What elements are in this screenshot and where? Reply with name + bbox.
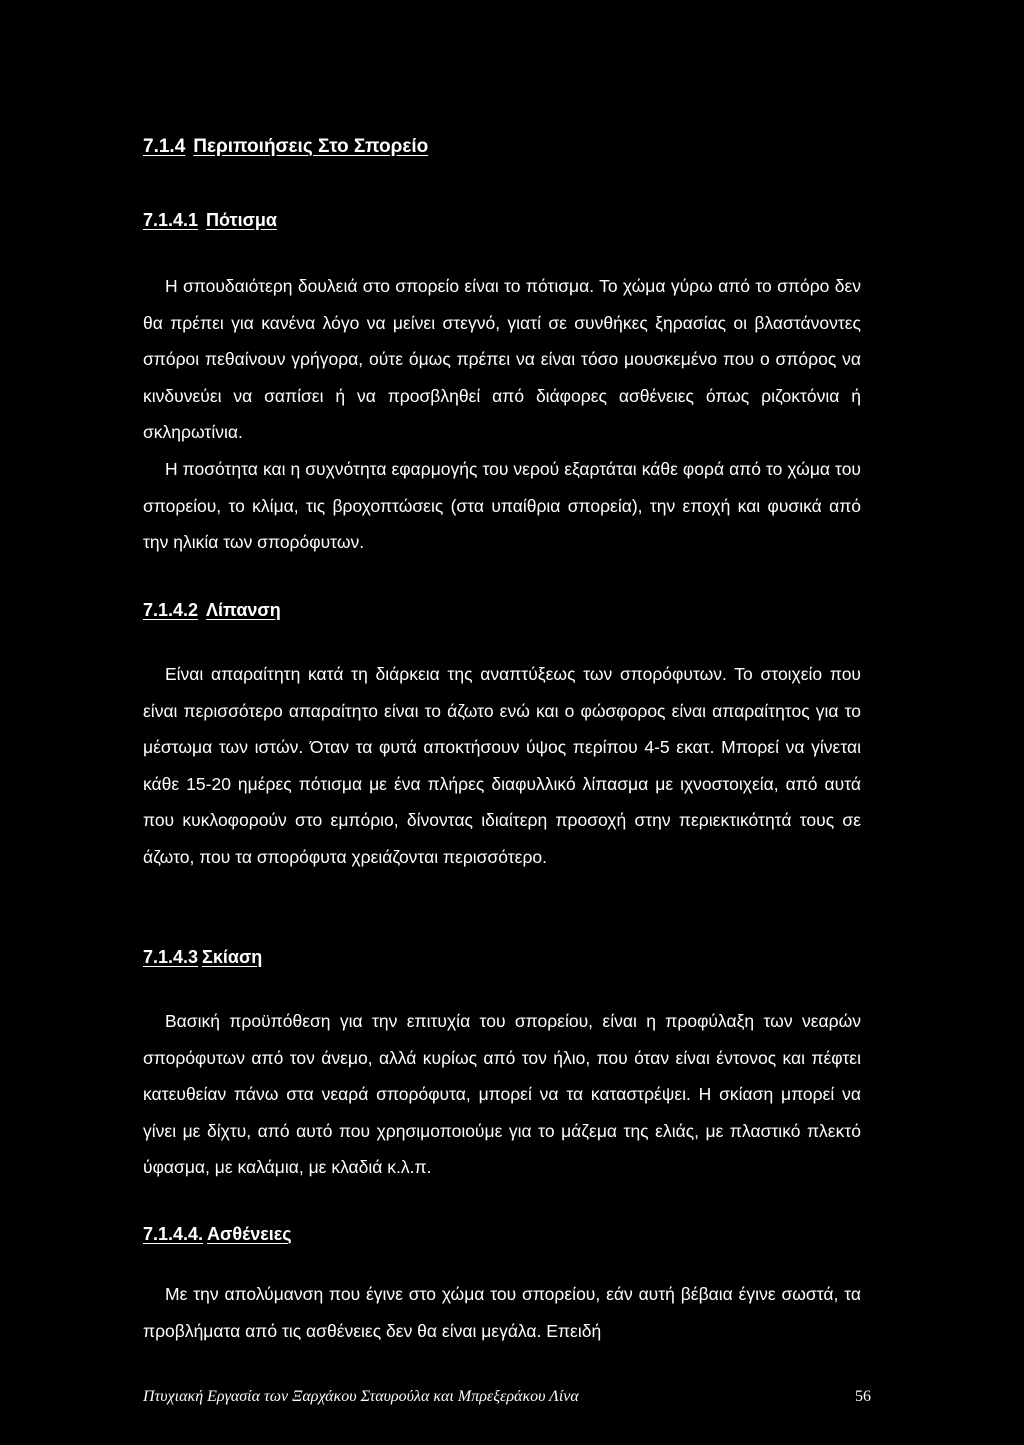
section-number: 7.1.4.1 xyxy=(143,210,199,230)
section-heading-7-1-4-1 xyxy=(143,208,277,232)
section-title: Λίπανση xyxy=(206,600,281,620)
paragraph-lipansi xyxy=(143,656,861,875)
section-title: Περιποιήσεις Στο Σπορείο xyxy=(193,136,429,157)
paragraph-astheneies xyxy=(143,1276,861,1349)
section-number: 7.1.4.2 xyxy=(143,600,199,620)
paragraph-text: Η σπουδαιότερη δουλειά στο σπορείο είναι το πότισμα. Το χώμα γύρω από το σπόρο δεν θα πρέπει για κανένα λόγο να μείνει στεγνό, γιατί σε συνθήκες ξηρασίας οι βλαστάνοντες σπόροι πεθαίνουν γρήγορα, ούτε όμως πρέπει να είναι τόσο μουσκεμένο που ο σπόρος να κινδυνεύει να σαπίσει ή να προσβληθεί από διάφορες ασθένειες όπως ριζοκτόνια ή σκληρωτίνια. xyxy=(143,276,861,442)
section-heading-7-1-4-4 xyxy=(143,1222,292,1246)
section-number: 7.1.4.3 xyxy=(143,947,199,967)
paragraph-potisma-2 xyxy=(143,451,861,561)
page-number: 56 xyxy=(855,1388,871,1405)
paragraph-text: Με την απολύμανση που έγινε στο χώμα του σπορείου, εάν αυτή βέβαια έγινε σωστά, τα προβλήματα από τις ασθένειες δεν θα είναι μεγάλα. Επειδή xyxy=(143,1284,861,1341)
page-footer xyxy=(143,1384,871,1410)
section-number: 7.1.4 xyxy=(143,136,186,157)
section-title: Σκίαση xyxy=(202,947,263,967)
section-heading-7-1-4 xyxy=(143,135,428,159)
paragraph-potisma-1 xyxy=(143,268,861,451)
paragraph-skiasi xyxy=(143,1003,861,1186)
section-title: Ασθένειες xyxy=(207,1224,292,1244)
footer-text: Πτυχιακή Εργασία των Ξαρχάκου Σταυρούλα και Μπρεξεράκου Λίνα xyxy=(143,1388,579,1405)
section-title: Πότισμα xyxy=(206,210,277,230)
section-number: 7.1.4.4. xyxy=(143,1224,204,1244)
section-heading-7-1-4-3 xyxy=(143,945,262,969)
section-heading-7-1-4-2 xyxy=(143,598,281,622)
paragraph-text: Είναι απαραίτητη κατά τη διάρκεια της αναπτύξεως των σπορόφυτων. Το στοιχείο που είναι περισσότερο απαραίτητο είναι το άζωτο ενώ και ο φώσφορος είναι απαραίτητος για το μέστωμα των ιστών. Όταν τα φυτά αποκτήσουν ύψος περίπου 4-5 εκατ. Μπορεί να γίνεται κάθε 15-20 ημέρες πότισμα με ένα πλήρες διαφυλλικό λίπασμα με ιχνοστοιχεία, από αυτά που κυκλοφορούν στο εμπόριο, δίνοντας ιδιαίτερη προσοχή στην περιεκτικότητά τους σε άζωτο, που τα σπορόφυτα χρειάζονται περισσότερο. xyxy=(143,664,861,867)
paragraph-text: Βασική προϋπόθεση για την επιτυχία του σπορείου, είναι η προφύλαξη των νεαρών σπορόφυτων από τον άνεμο, αλλά κυρίως από τον ήλιο, που όταν είναι έντονος και πέφτει κατευθείαν πάνω στα νεαρά σπορόφυτα, μπορεί να τα καταστρέψει. Η σκίαση μπορεί να γίνει με δίχτυ, από αυτό που χρησιμοποιούμε για το μάζεμα της ελιάς, με πλαστικό πλεκτό ύφασμα, με καλάμια, με κλαδιά κ.λ.π. xyxy=(143,1011,861,1177)
paragraph-text: Η ποσότητα και η συχνότητα εφαρμογής του νερού εξαρτάται κάθε φορά από το χώμα του σπορείου, το κλίμα, τις βροχοπτώσεις (στα υπαίθρια σπορεία), την εποχή και φυσικά από την ηλικία των σπορόφυτων. xyxy=(143,459,861,552)
